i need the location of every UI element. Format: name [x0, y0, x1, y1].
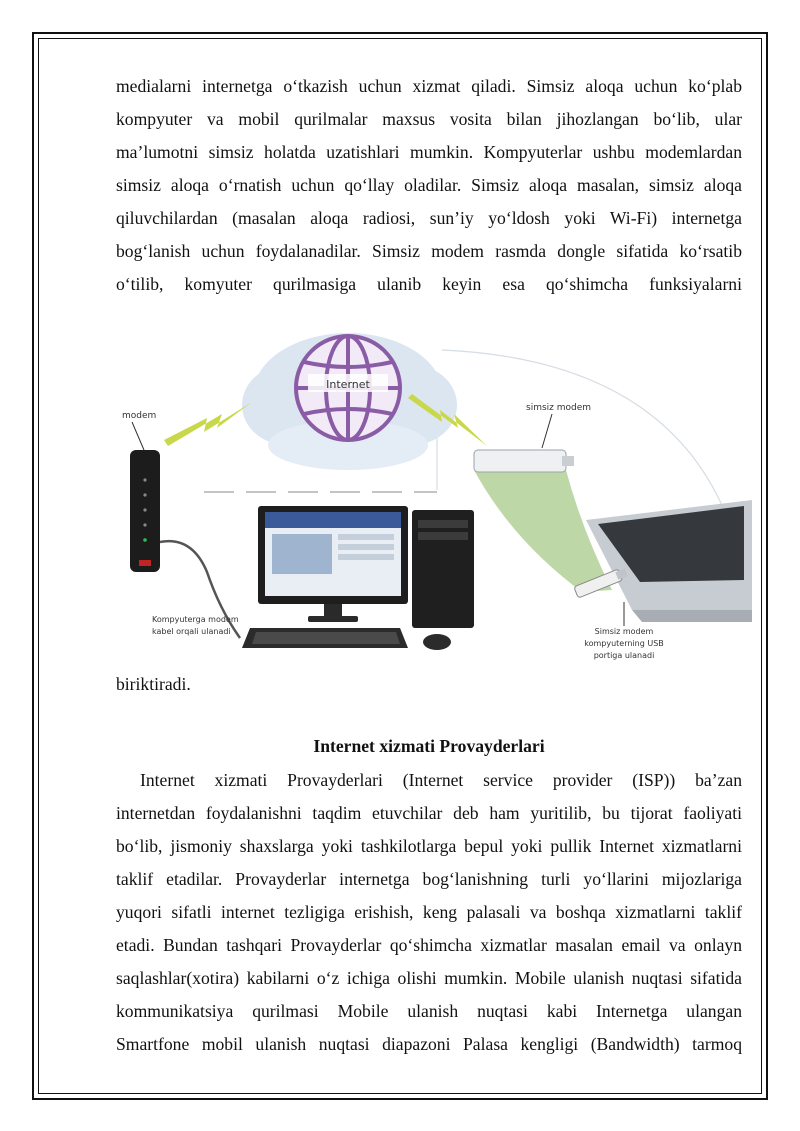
wireless-modem-label: simsiz modem: [526, 403, 592, 413]
wireless-modem-icon: [474, 450, 574, 472]
continuation-text: [116, 668, 742, 701]
usb-caption-line1: Simsiz modem: [594, 627, 654, 636]
text-line: Internet xizmati Provayderlari (Internet service provider (ISP)) ba’zan: [140, 770, 742, 790]
text-line: saqlashlar(xotira) kabilarni o‘z ichiga olishi mumkin. Mobile ulanish nuqtasi sifatida: [116, 968, 742, 988]
text-line: simsiz aloqa o‘rnatish uchun qo‘llay oladilar. Simsiz aloqa masalan, simsiz aloqa: [116, 175, 742, 195]
text-line: kommunikatsiya qurilmasi Mobile ulanish nuqtasi kabi Internetga ulangan: [116, 1001, 742, 1021]
cable-caption-line1: Kompyuterga modem: [152, 615, 239, 624]
text-line: biriktiradi.: [116, 674, 191, 694]
text-line: Smartfone mobil ulanish nuqtasi diapazoni Palasa kengligi (Bandwidth) tarmoq: [116, 1034, 742, 1054]
text-line: o‘tilib, komyuter qurilmasiga ulanib keyin esa qo‘shimcha funksiyalarni: [116, 274, 742, 294]
section-heading-block: [116, 730, 742, 763]
cable-caption-line2: kabel orqali ulanadi: [152, 627, 231, 636]
modem-icon: [130, 450, 160, 572]
section-heading: Internet xizmati Provayderlari: [313, 736, 545, 756]
internet-label: Internet: [326, 378, 370, 391]
usb-caption-line2: kompyuterning USB: [584, 639, 664, 648]
top-paragraph: [116, 70, 742, 301]
body-paragraph: [116, 764, 742, 1061]
mouse-icon: [423, 634, 451, 650]
modem-label: modem: [122, 411, 157, 421]
text-line: qiluvchilardan (masalan aloqa radiosi, sun’iy yo‘ldosh yoki Wi-Fi) internetga: [116, 208, 742, 228]
computer-tower-icon: [412, 510, 474, 628]
text-line: etadi. Bundan tashqari Provayderlar qo‘shimcha xizmatlar masalan email va onlayn: [116, 935, 742, 955]
internet-connection-figure: [112, 310, 752, 666]
text-line: medialarni internetga o‘tkazish uchun xizmat qiladi. Simsiz aloqa uchun ko‘plab: [116, 76, 742, 96]
text-line: kompyuter va mobil qurilmalar maxsus vosita bilan jihozlangan bo‘lib, ular: [116, 109, 742, 129]
text-line: taklif etadilar. Provayderlar internetga bog‘lanishning turli yo‘llarini mijozlariga: [116, 869, 742, 889]
text-line: bo‘lib, jismoniy shaxslarga yoki tashkilotlarga bepul yoki pullik Internet xizmatlarni: [116, 836, 742, 856]
text-line: yuqori sifatli internet tezligiga erishish, keng palasali va boshqa xizmatlarni taklif: [116, 902, 742, 922]
text-line: ma’lumotni simsiz holatda uzatishlari mumkin. Kompyuterlar ushbu modemlardan: [116, 142, 742, 162]
text-line: bog‘lanish uchun foydalanadilar. Simsiz modem rasmda dongle sifatida ko‘rsatib: [116, 241, 742, 261]
usb-caption-line3: portiga ulanadi: [593, 651, 655, 660]
text-line: internetdan foydalanishni taqdim etuvchilar deb ham yuritilib, bu tijorat faoliyati: [116, 803, 742, 823]
keyboard-icon: [242, 628, 408, 648]
